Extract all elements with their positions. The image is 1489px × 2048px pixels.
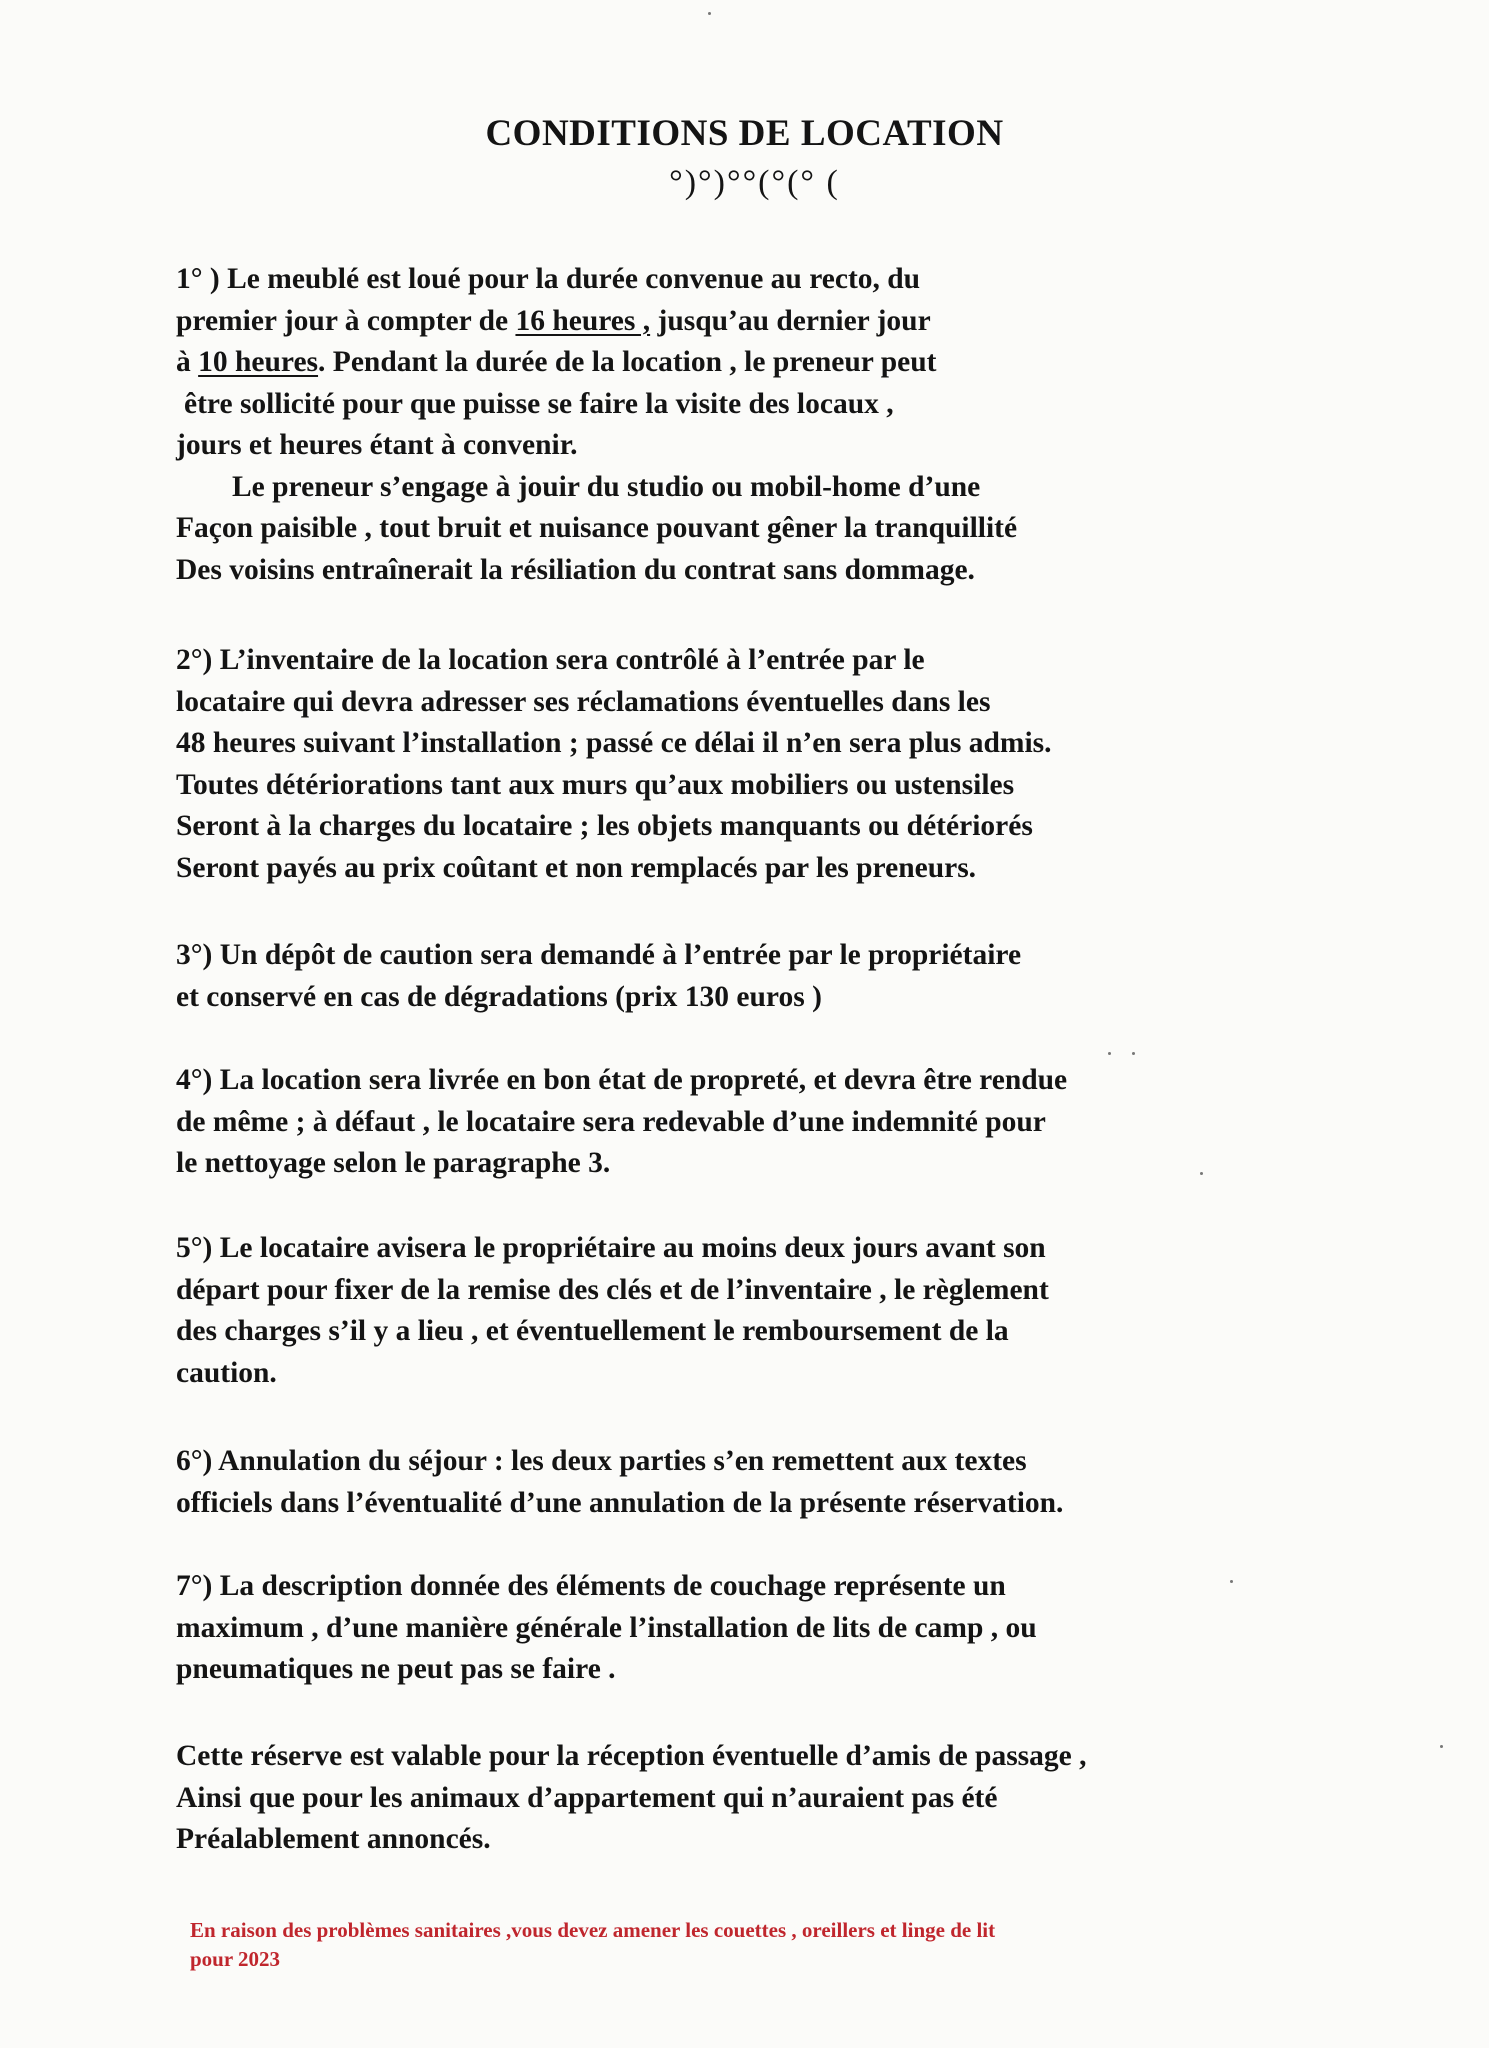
section-4-line-2: de même ; à défaut , le locataire sera redevable d’une indemnité pour — [176, 1105, 1046, 1138]
scan-speck — [1440, 1745, 1443, 1748]
section-1-line-3-before: à — [176, 346, 199, 378]
sanitary-note — [190, 1916, 1340, 1974]
reserve-paragraph — [176, 1736, 1376, 1861]
section-1-line-2-after: jusqu’au dernier jour — [650, 304, 931, 337]
section-4-line-1: 4°) La location sera livrée en bon état de propreté, et devra être rendue — [176, 1064, 1068, 1096]
section-4 — [176, 1060, 1376, 1185]
section-7-line-3: pneumatiques ne peut pas se faire . — [176, 1653, 616, 1685]
sanitary-note-line-1: En raison des problèmes sanitaires ,vous devez amener les couettes , oreillers et linge de lit — [190, 1918, 996, 1942]
check-out-time: 10 heures — [198, 346, 319, 378]
section-1-line-3-after: . Pendant la durée de la location , le preneur peut — [318, 346, 937, 378]
section-3 — [176, 935, 1376, 1018]
scan-speck — [1132, 1052, 1135, 1055]
scan-speck — [1230, 1580, 1233, 1583]
scan-speck — [1200, 1172, 1203, 1175]
section-7-line-2: maximum , d’une manière générale l’installation de lits de camp , ou — [176, 1611, 1037, 1644]
section-1-line-4: être sollicité pour que puisse se faire la visite des locaux , — [184, 387, 894, 420]
section-2-line-4: Toutes détériorations tant aux murs qu’aux mobiliers ou ustensiles — [176, 768, 1015, 801]
section-1-line-2 — [176, 301, 1376, 343]
section-2-line-6: Seront payés au prix coûtant et non remplacés par les preneurs. — [176, 851, 977, 884]
section-1-line-2-before: premier jour à compter de — [176, 304, 516, 337]
scan-speck — [1108, 1052, 1111, 1055]
check-in-time: 16 heures , — [515, 304, 651, 337]
sanitary-note-line-2: pour 2023 — [190, 1947, 281, 1971]
section-1-line-7: Façon paisible , tout bruit et nuisance pouvant gêner la tranquillité — [176, 512, 1018, 544]
title-ornament: °)°)°°(°(° ( — [669, 164, 840, 201]
reserve-line-2: Ainsi que pour les animaux d’appartement qui n’auraient pas été — [176, 1781, 998, 1814]
section-1-line-3 — [176, 342, 1376, 384]
section-5-line-2: départ pour fixer de la remise des clés et de l’inventaire , le règlement — [176, 1273, 1049, 1306]
section-4-line-3: le nettoyage selon le paragraphe 3. — [176, 1147, 611, 1179]
section-3-line-1: 3°) Un dépôt de caution sera demandé à l’entrée par le propriétaire — [176, 939, 1022, 971]
section-5-line-4: caution. — [176, 1356, 277, 1389]
section-3-line-2: et conservé en cas de dégradations (prix 130 euros ) — [176, 980, 822, 1013]
section-1 — [176, 259, 1376, 591]
section-6 — [176, 1441, 1376, 1524]
scan-speck — [708, 12, 711, 15]
section-1-line-6: Le preneur s’engage à jouir du studio ou mobil-home d’une — [232, 470, 981, 503]
section-5 — [176, 1228, 1376, 1394]
reserve-line-3: Préalablement annoncés. — [176, 1823, 491, 1855]
section-2-line-3: 48 heures suivant l’installation ; passé ce délai il n’en sera plus admis. — [176, 727, 1052, 759]
section-2-line-1: 2°) L’inventaire de la location sera contrôlé à l’entrée par le — [176, 644, 925, 676]
section-2 — [176, 640, 1376, 889]
reserve-line-1: Cette réserve est valable pour la réception éventuelle d’amis de passage , — [176, 1740, 1087, 1772]
section-6-line-1: 6°) Annulation du séjour : les deux parties s’en remettent aux textes — [176, 1445, 1027, 1477]
section-2-line-5: Seront à la charges du locataire ; les objets manquants ou détériorés — [176, 810, 1033, 842]
section-5-line-3: des charges s’il y a lieu , et éventuellement le remboursement de la — [176, 1315, 1009, 1347]
section-1-line-8: Des voisins entraînerait la résiliation du contrat sans dommage. — [176, 553, 975, 586]
section-1-line-1: 1° ) Le meublé est loué pour la durée convenue au recto, du — [176, 263, 921, 295]
section-7-line-1: 7°) La description donnée des éléments de couchage représente un — [176, 1570, 1006, 1602]
document-title: CONDITIONS DE LOCATION — [485, 113, 1004, 154]
section-7 — [176, 1566, 1376, 1691]
section-2-line-2: locataire qui devra adresser ses réclamations éventuelles dans les — [176, 685, 991, 718]
section-5-line-1: 5°) Le locataire avisera le propriétaire au moins deux jours avant son — [176, 1232, 1046, 1264]
section-1-line-5: jours et heures étant à convenir. — [176, 429, 578, 461]
section-6-line-2: officiels dans l’éventualité d’une annulation de la présente réservation. — [176, 1486, 1064, 1519]
